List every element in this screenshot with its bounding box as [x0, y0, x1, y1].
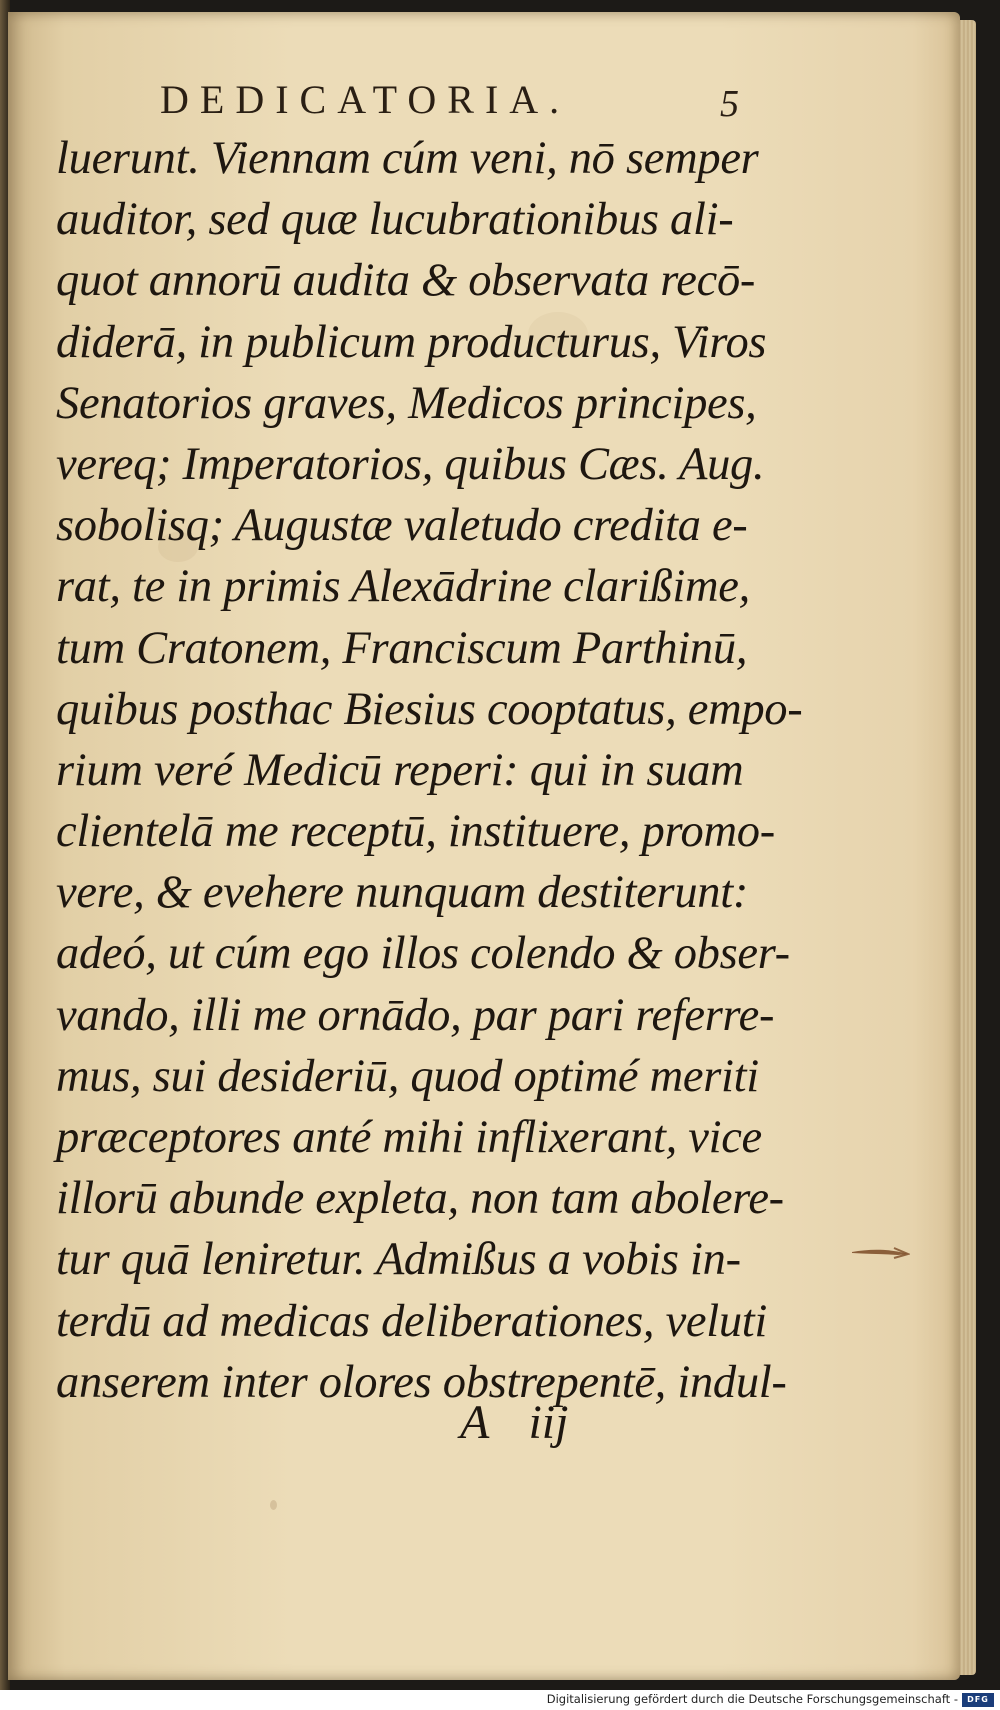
text-line: rium veré Medicū reperi: qui in suam — [56, 744, 744, 796]
text-line: adeó, ut cúm ego illos colendo & obser- — [56, 928, 790, 980]
text-line: quibus posthac Biesius cooptatus, empo- — [56, 683, 803, 735]
text-line: præceptores anté mihi inflixerant, vice — [56, 1112, 762, 1163]
signature-mark: A iij — [460, 1396, 569, 1449]
footer-credit: Digitalisierung gefördert durch die Deutsche Forschungsgemeinschaft - — [546, 1692, 958, 1706]
text-line: vere, & evehere nunquam destiterunt: — [56, 867, 749, 919]
running-header — [160, 74, 760, 126]
marginal-pointer-mark — [850, 1240, 910, 1264]
text-line: luerunt. Viennam cúm veni, nō semper — [56, 133, 759, 184]
text-line: tur quā leniretur. Admißus a vobis in- — [56, 1234, 741, 1286]
text-line: vereq; Imperatorios, quibus Cæs. Aug. — [56, 438, 765, 490]
text-line: diderā, in publicum producturus, Viros — [56, 316, 767, 368]
paper-stain — [270, 1500, 277, 1510]
text-line: tum Cratonem, Franciscum Parthinū, — [56, 622, 748, 674]
text-line: clientelā me receptū, instituere, promo- — [56, 806, 775, 858]
digitization-footer — [0, 1690, 1000, 1710]
text-line: auditor, sed quæ lucubrationibus ali- — [56, 194, 734, 246]
text-line: mus, sui desideriū, quod optimé meriti — [56, 1050, 759, 1102]
dfg-logo: DFG — [962, 1693, 994, 1707]
text-line: terdū ad medicas deliberationes, veluti — [56, 1295, 768, 1347]
running-head-title: DEDICATORIA. — [160, 77, 571, 122]
body-text — [56, 128, 803, 1413]
text-line: anserem inter olores obstrepentē, indul- — [56, 1356, 787, 1408]
text-line: illorū abunde expleta, non tam abolere- — [56, 1173, 784, 1225]
text-line: rat, te in primis Alexādrine clarißime, — [56, 561, 750, 613]
page-number: 5 — [720, 83, 739, 125]
text-line: vando, illi me ornādo, par pari referre- — [56, 989, 775, 1041]
page-fore-edge — [958, 20, 976, 1675]
text-line: Senatorios graves, Medicos principes, — [56, 377, 757, 429]
text-line: sobolisq; Augustæ valetudo credita e- — [56, 500, 748, 552]
text-line: quot annorū audita & observata recō- — [56, 255, 756, 307]
